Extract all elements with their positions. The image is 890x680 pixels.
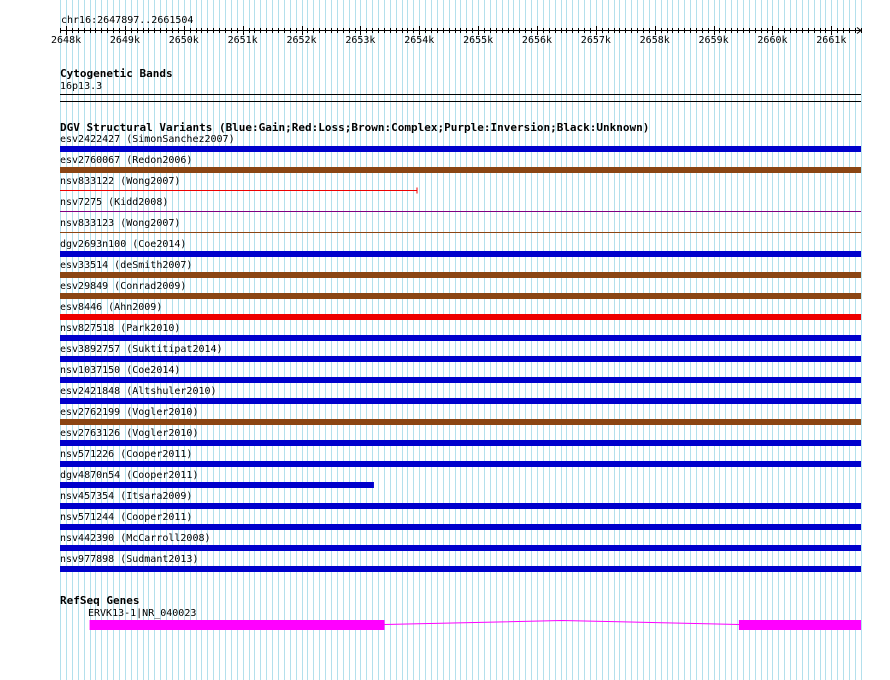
variant-label[interactable]: esv33514 (deSmith2007) (60, 260, 193, 271)
variant-label[interactable]: nsv1037150 (Coe2014) (60, 365, 181, 376)
variant-feature (60, 356, 861, 362)
variant-feature (60, 545, 861, 551)
ruler-tick-label: 2659k (698, 35, 729, 46)
variant-feature (60, 314, 861, 320)
ruler-tick-label: 2648k (51, 35, 82, 46)
gene-label[interactable]: ERVK13-1|NR_040023 (88, 608, 197, 619)
variant-feature (60, 503, 861, 509)
variant-label[interactable]: esv2421848 (Altshuler2010) (60, 386, 217, 397)
refseq-track-title[interactable]: RefSeq Genes (60, 594, 140, 607)
ruler-tick-label: 2661k (816, 35, 847, 46)
variant-label[interactable]: esv2762199 (Vogler2010) (60, 407, 199, 418)
variant-feature (60, 167, 861, 173)
ruler-tick-label: 2650k (168, 35, 199, 46)
gene-exon (90, 620, 385, 630)
variant-label[interactable]: esv8446 (Ahn2009) (60, 302, 163, 313)
ruler-tick-label: 2656k (521, 35, 553, 46)
variant-feature (60, 566, 861, 572)
variant-label[interactable]: nsv977898 (Sudmant2013) (60, 554, 199, 565)
ruler-position-label: chr16:2647897..2661504 (61, 15, 194, 26)
variant-feature (60, 335, 861, 341)
variant-label[interactable]: nsv7275 (Kidd2008) (60, 197, 169, 208)
variant-label[interactable]: nsv571226 (Cooper2011) (60, 449, 193, 460)
variant-label[interactable]: esv2760067 (Redon2006) (60, 155, 193, 166)
ruler-tick-label: 2655k (463, 35, 494, 46)
variant-feature (60, 251, 861, 257)
variant-label[interactable]: nsv457354 (Itsara2009) (60, 491, 193, 502)
variant-label[interactable]: esv29849 (Conrad2009) (60, 281, 187, 292)
gene-intron (385, 621, 739, 625)
variant-label[interactable]: esv2422427 (SimonSanchez2007) (60, 134, 235, 145)
cytoband-label[interactable]: 16p13.3 (60, 81, 103, 92)
variant-label[interactable]: dgv2693n100 (Coe2014) (60, 239, 187, 250)
variant-label[interactable]: dgv4870n54 (Cooper2011) (60, 470, 199, 481)
variant-feature (60, 482, 374, 488)
variant-feature (60, 461, 861, 467)
ruler-tick-label: 2660k (757, 35, 788, 46)
variant-label[interactable]: esv3892757 (Suktitipat2014) (60, 344, 223, 355)
variant-feature (60, 440, 861, 446)
ruler-tick-label: 2649k (109, 35, 140, 46)
variant-feature (60, 398, 861, 404)
variant-label[interactable]: nsv442390 (McCarroll2008) (60, 533, 211, 544)
variant-label[interactable]: nsv833122 (Wong2007) (60, 176, 181, 187)
ruler-tick-label: 2657k (580, 35, 611, 46)
variant-label[interactable]: nsv827518 (Park2010) (60, 323, 181, 334)
ruler-tick-label: 2658k (639, 35, 670, 46)
ruler-tick-label: 2652k (286, 35, 317, 46)
variant-feature (60, 146, 861, 152)
variant-feature (60, 272, 861, 278)
gene-exon (739, 620, 861, 630)
variant-label[interactable]: esv2763126 (Vogler2010) (60, 428, 199, 439)
variant-label[interactable]: nsv833123 (Wong2007) (60, 218, 181, 229)
cytoband-track-title[interactable]: Cytogenetic Bands (60, 67, 173, 80)
dgv-track-title[interactable]: DGV Structural Variants (Blue:Gain;Red:Loss;Brown:Complex;Purple:Inversion;Black:Unknown) (60, 121, 650, 134)
variant-feature (60, 419, 861, 425)
variant-label[interactable]: nsv571244 (Cooper2011) (60, 512, 193, 523)
variant-feature (60, 524, 861, 530)
ruler-tick-label: 2653k (345, 35, 376, 46)
variant-feature (60, 377, 861, 383)
variant-feature (60, 293, 861, 299)
ruler-tick-label: 2654k (404, 35, 435, 46)
ruler-tick-label: 2651k (227, 35, 258, 46)
